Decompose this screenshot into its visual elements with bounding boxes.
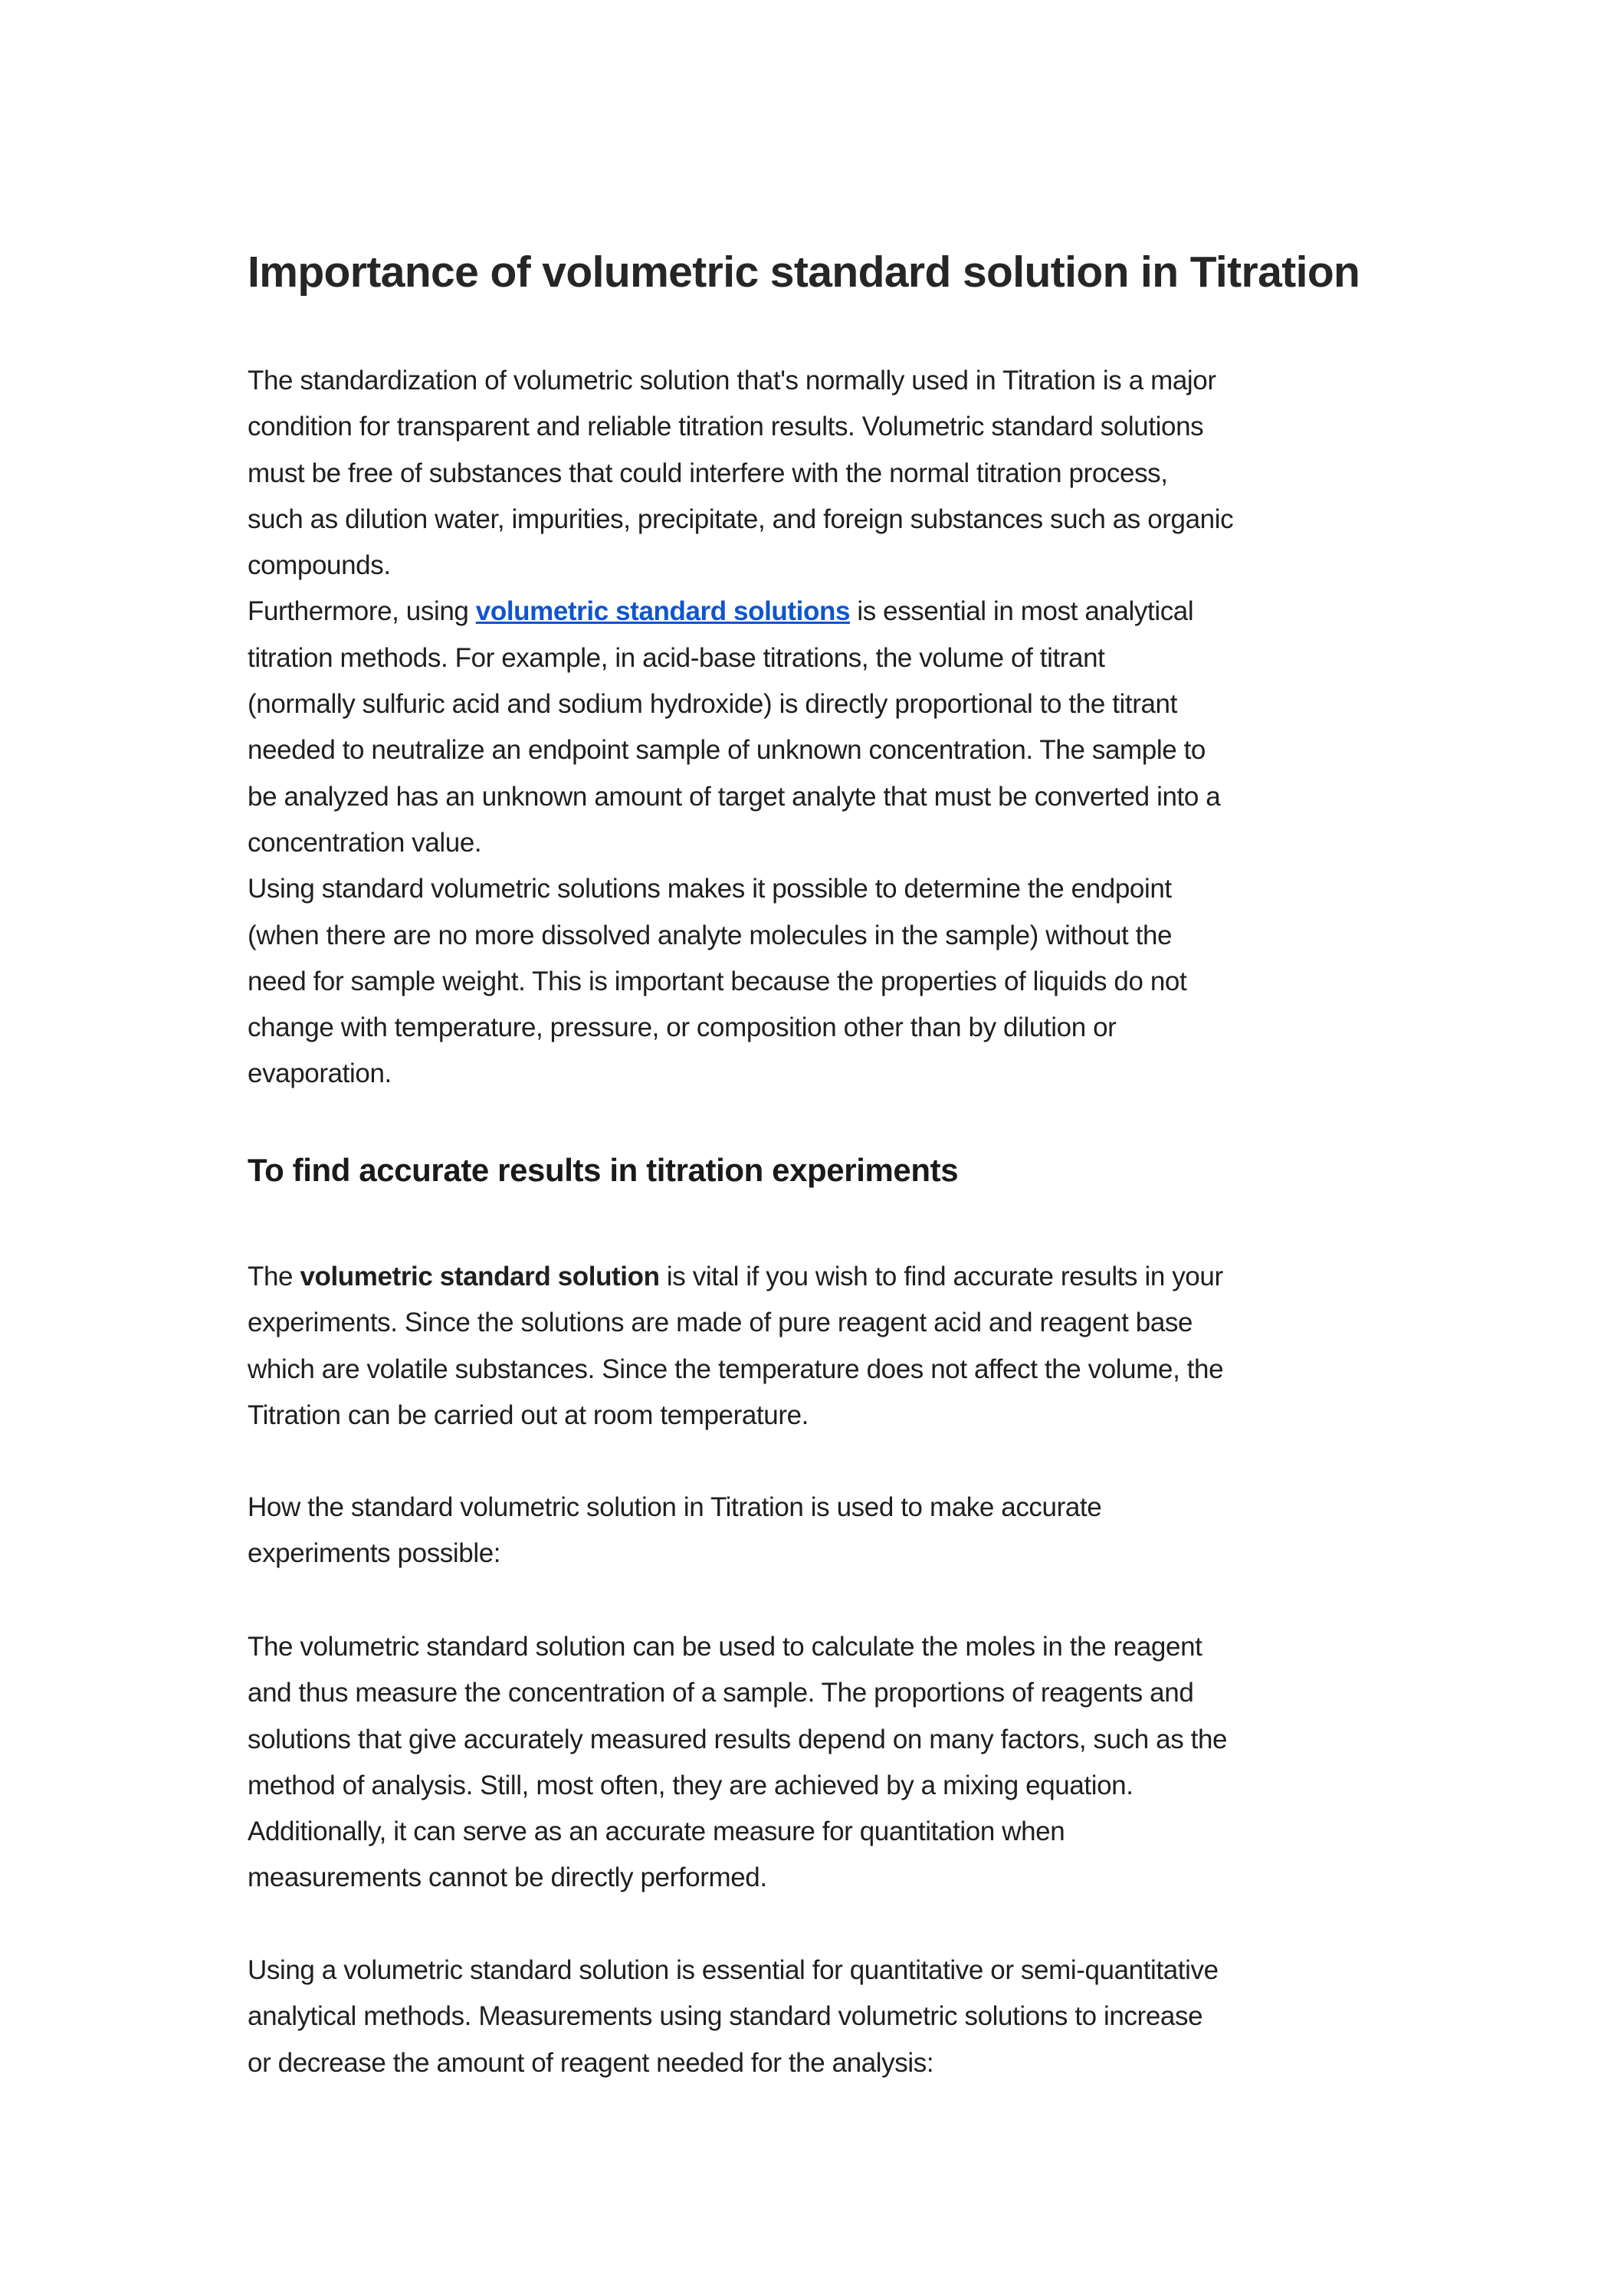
- text-line: which are volatile substances. Since the temperature does not affect the volume, the: [248, 1354, 1224, 1384]
- text-line: need for sample weight. This is important because the properties of liquids do not: [248, 966, 1187, 996]
- text-line: Using standard volumetric solutions makes it possible to determine the endpoint: [248, 874, 1172, 904]
- text: is essential in most analytical: [850, 596, 1194, 627]
- text: The: [248, 1262, 300, 1291]
- text-line: experiments possible:: [248, 1538, 501, 1569]
- text-line: change with temperature, pressure, or composition other than by dilution or: [248, 1012, 1117, 1043]
- text-line: and thus measure the concentration of a sample. The proportions of reagents and: [248, 1678, 1194, 1708]
- text-line: The standardization of volumetric solution that's normally used in Titration is a major: [248, 366, 1216, 395]
- text-line: must be free of substances that could interfere with the normal titration process,: [248, 458, 1168, 488]
- text: is vital if you wish to find accurate results in your: [659, 1262, 1223, 1291]
- text-line: (normally sulfuric acid and sodium hydroxide) is directly proportional to the titrant: [248, 689, 1177, 720]
- text-line: The volumetric standard solution can be used to calculate the moles in the reagent: [248, 1632, 1202, 1662]
- text-line: experiments. Since the solutions are made of pure reagent acid and reagent base: [248, 1308, 1193, 1338]
- text-line: [248, 1254, 1223, 1300]
- text-line: solutions that give accurately measured results depend on many factors, such as the: [248, 1724, 1228, 1754]
- text-line: Additionally, it can serve as an accurate measure for quantitation when: [248, 1816, 1065, 1847]
- text-line: such as dilution water, impurities, precipitate, and foreign substances such as organic: [248, 504, 1234, 534]
- text-line: compounds.: [248, 550, 391, 581]
- bold-term: volumetric standard solution: [300, 1262, 660, 1291]
- page-title: Importance of volumetric standard solution in Titration: [248, 248, 1360, 297]
- text-line: concentration value.: [248, 827, 482, 858]
- text-line: evaporation.: [248, 1058, 392, 1089]
- text-line: or decrease the amount of reagent needed for the analysis:: [248, 2047, 934, 2078]
- text-line: analytical methods. Measurements using standard volumetric solutions to increase: [248, 2001, 1203, 2032]
- section-2-para-4: [248, 1948, 1219, 2086]
- text-line: needed to neutralize an endpoint sample of unknown concentration. The sample to: [248, 735, 1206, 766]
- text-line: Using a volumetric standard solution is essential for quantitative or semi-quantitative: [248, 1955, 1219, 1985]
- text-line: (when there are no more dissolved analyte molecules in the sample) without the: [248, 920, 1173, 950]
- text-line: titration methods. For example, in acid-base titrations, the volume of titrant: [248, 642, 1105, 673]
- volumetric-standard-solutions-link[interactable]: volumetric standard solutions: [475, 596, 851, 627]
- section-2-para-2: [248, 1485, 1101, 1577]
- section-1-text: [248, 358, 1233, 1098]
- text-line: method of analysis. Still, most often, they are achieved by a mixing equation.: [248, 1770, 1134, 1800]
- text-line: be analyzed has an unknown amount of target analyte that must be converted into a: [248, 781, 1221, 812]
- section-2-para-1: [248, 1254, 1223, 1439]
- text-line: [248, 589, 1233, 635]
- text-line: condition for transparent and reliable titration results. Volumetric standard solutions: [248, 412, 1204, 442]
- section-2-para-3: [248, 1624, 1227, 1902]
- section-heading: To find accurate results in titration experiments: [248, 1152, 959, 1188]
- text-line: Titration can be carried out at room temperature.: [248, 1400, 809, 1430]
- text: Furthermore, using: [248, 596, 476, 627]
- text-line: measurements cannot be directly performed.: [248, 1862, 767, 1893]
- text-line: How the standard volumetric solution in Titration is used to make accurate: [248, 1492, 1102, 1522]
